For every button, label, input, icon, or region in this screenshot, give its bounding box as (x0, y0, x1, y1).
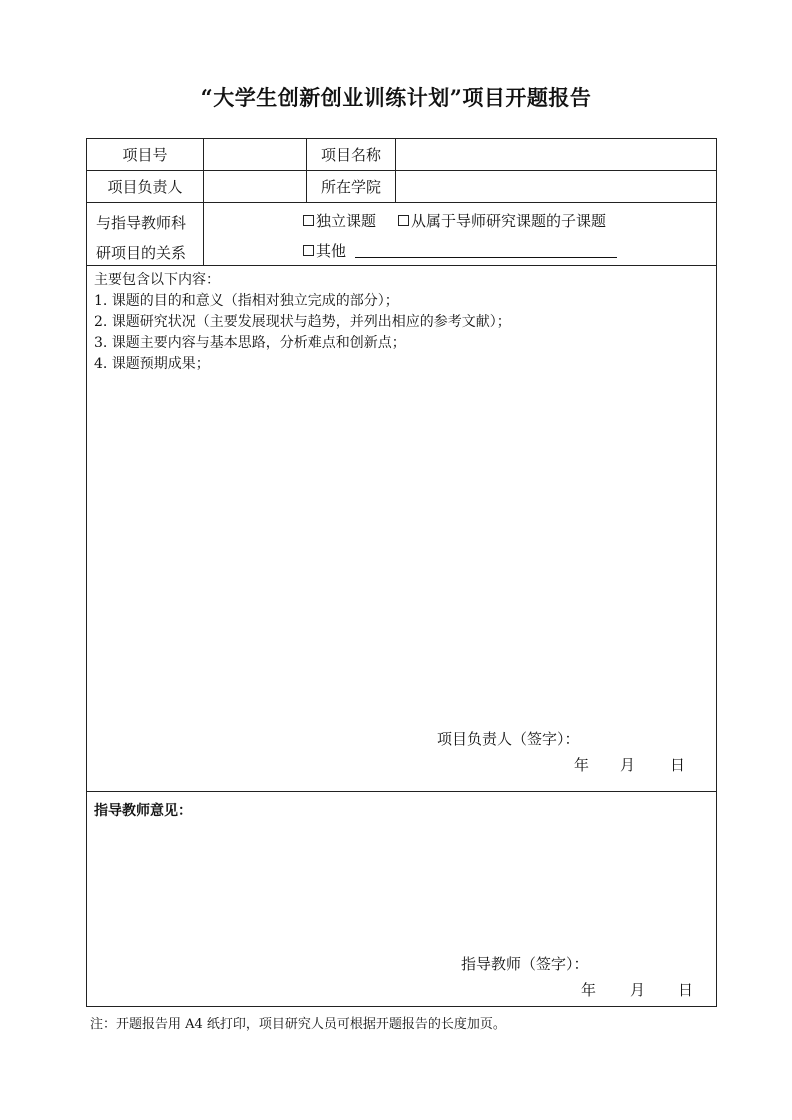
content-item: 2. 课题研究状况（主要发展现状与趋势，并列出相应的参考文献）； (94, 314, 511, 330)
relation-label-line1: 与指导教师科 (96, 214, 187, 232)
project-name-label: 项目名称 (307, 139, 396, 170)
project-no-label: 项目号 (87, 139, 204, 170)
option-sub-topic[interactable] (398, 210, 606, 231)
content-item: 3. 课题主要内容与基本思路，分析难点和创新点； (94, 335, 406, 351)
report-form (86, 138, 717, 1007)
option-independent[interactable] (303, 210, 376, 231)
checkbox-independent[interactable] (303, 215, 314, 226)
footnote: 注：开题报告用 A4 纸打印，项目研究人员可根据开题报告的长度加页。 (90, 1017, 506, 1032)
other-input-line[interactable] (355, 243, 617, 258)
advisor-opinion-title: 指导教师意见： (94, 803, 192, 819)
advisor-date-day: 日 (678, 981, 694, 999)
row-leader (87, 171, 716, 203)
project-no-field[interactable] (204, 139, 307, 170)
relation-label (87, 203, 204, 265)
relation-label-line2: 研项目的关系 (96, 244, 187, 262)
project-name-field[interactable] (396, 139, 716, 170)
row-project-no (87, 139, 716, 171)
option-other[interactable] (303, 240, 617, 261)
college-label: 所在学院 (307, 171, 396, 202)
advisor-date-month: 月 (630, 981, 646, 999)
leader-label: 项目负责人 (87, 171, 204, 202)
checkbox-sub-topic[interactable] (398, 215, 409, 226)
leader-date-day: 日 (670, 756, 686, 774)
content-item: 1. 课题的目的和意义（指相对独立完成的部分）； (94, 293, 399, 309)
leader-signature-label: 项目负责人（签字）： (437, 730, 580, 748)
option-sub-topic-label: 从属于导师研究课题的子课题 (411, 212, 607, 230)
row-relation (87, 203, 716, 266)
leader-field[interactable] (204, 171, 307, 202)
option-independent-label: 独立课题 (316, 212, 377, 230)
content-item: 4. 课题预期成果； (94, 356, 210, 372)
content-guide (94, 270, 511, 375)
college-field[interactable] (396, 171, 716, 202)
advisor-section[interactable] (87, 792, 716, 1006)
option-other-label: 其他 (316, 242, 347, 260)
leader-date-month: 月 (620, 756, 636, 774)
advisor-signature-label: 指导教师（签字）： (461, 955, 589, 973)
checkbox-other[interactable] (303, 245, 314, 256)
content-section[interactable] (87, 266, 716, 792)
page-title: “大学生创新创业训练计划”项目开题报告 (200, 85, 592, 110)
content-intro: 主要包含以下内容： (94, 272, 220, 288)
leader-date-year: 年 (574, 756, 590, 774)
advisor-date-year: 年 (581, 981, 597, 999)
